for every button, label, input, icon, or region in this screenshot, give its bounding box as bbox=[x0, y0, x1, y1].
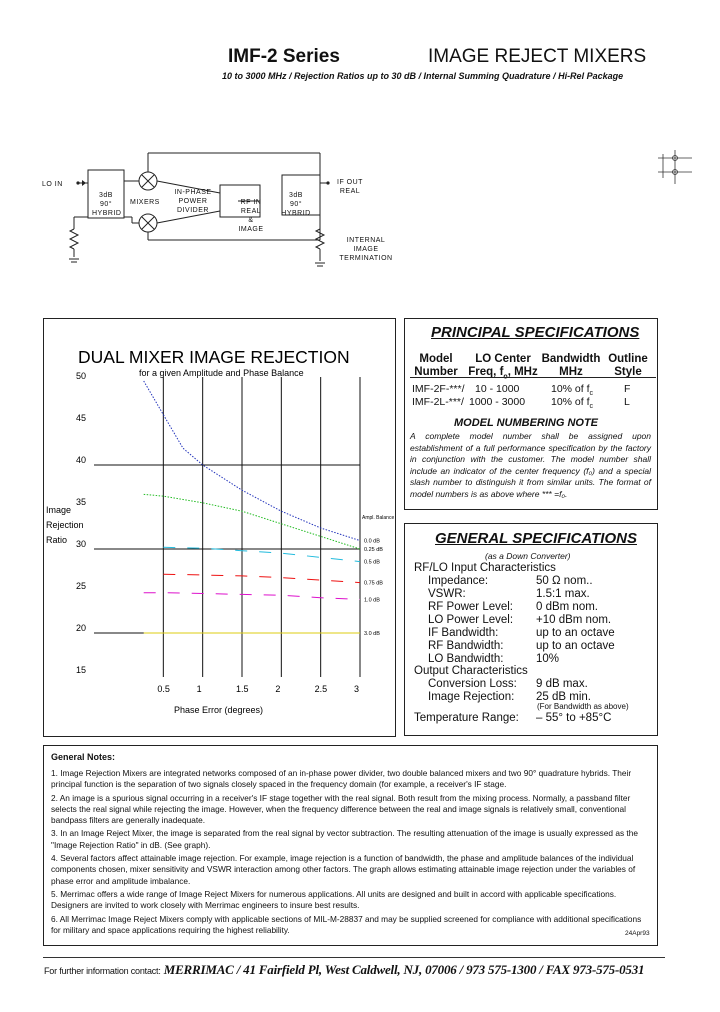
termination-line3: TERMINATION bbox=[339, 255, 393, 262]
row2-freq: 1000 - 3000 bbox=[469, 396, 526, 408]
spec-label: LO Power Level: bbox=[428, 614, 514, 626]
x-tick-label: 2 bbox=[275, 684, 281, 694]
row1-bw-text: 10% of f bbox=[551, 383, 590, 395]
note-item: 2. An image is a spurious signal occurring in a receiver's IF stage together with the real signal. Both result from the mixing process. Normally, a passband filter selects the real signal while rejecting the image. However, when the frequency difference between the real and image signals is relatively small, conventional bandpass filters are generally inadequate. bbox=[51, 792, 631, 826]
spec-value: up to an octave bbox=[536, 640, 615, 652]
divider-line2: POWER bbox=[178, 198, 208, 205]
col-freq-sub: o bbox=[503, 373, 508, 381]
chart-title: DUAL MIXER IMAGE REJECTION bbox=[78, 347, 350, 367]
left-hybrid-line1: 3dB bbox=[99, 192, 113, 199]
spec-value: up to an octave bbox=[536, 627, 615, 639]
spec-value: 9 dB max. bbox=[536, 678, 588, 690]
divider-label bbox=[168, 188, 218, 215]
spec-value: +10 dBm nom. bbox=[536, 614, 612, 626]
col-outline-line2: Style bbox=[614, 366, 642, 378]
section-rflo: RF/LO Input Characteristics bbox=[414, 562, 556, 574]
x-tick-label: 3 bbox=[354, 684, 360, 694]
if-out-line2: REAL bbox=[339, 188, 361, 195]
series-legend-label: 0.5 dB bbox=[364, 559, 380, 566]
spec-label: RF Power Level: bbox=[428, 601, 514, 613]
spec-value: 10% bbox=[536, 653, 560, 665]
row1-style: F bbox=[624, 383, 631, 395]
row2-bw-text: 10% of f bbox=[551, 396, 590, 408]
row2-style: L bbox=[624, 396, 630, 408]
if-out-label bbox=[332, 178, 368, 196]
rf-in-label bbox=[236, 198, 266, 234]
x-tick-label: 1.5 bbox=[236, 684, 249, 694]
principal-divider bbox=[410, 377, 656, 378]
chart-ylabel-2: Rejection bbox=[46, 520, 84, 530]
series-line bbox=[144, 494, 360, 549]
col-freq-unit: , MHz bbox=[507, 366, 538, 378]
x-tick-label: 0.5 bbox=[157, 684, 170, 694]
footer bbox=[44, 962, 644, 978]
y-tick-label: 45 bbox=[76, 413, 87, 423]
col-outline bbox=[603, 353, 653, 379]
left-hybrid-line2: 90° bbox=[99, 201, 113, 208]
row2-model: IMF-2L-***/ bbox=[412, 396, 464, 408]
footer-lead: For further information contact: bbox=[44, 966, 161, 976]
if-out-line1: IF OUT bbox=[337, 179, 363, 186]
col-bw-line1: Bandwidth bbox=[541, 353, 601, 365]
y-tick-label: 25 bbox=[76, 581, 87, 591]
note-item: 6. All Merrimac Image Reject Mixers comply with applicable sections of MIL-M-28837 and may be supplied screened for compliance with additional specifications for military and space applications requiring the highest reliability. bbox=[51, 913, 642, 935]
col-model-line1: Model bbox=[419, 353, 453, 365]
left-hybrid-label bbox=[92, 191, 120, 218]
rf-in-line2: REAL bbox=[240, 208, 262, 215]
section-output: Output Characteristics bbox=[414, 665, 528, 677]
note-item: 4. Several factors affect attainable image rejection. For example, image rejection is a function of bandwidth, the phase and amplitude balances of the individual components chosen, mixer sensitivity and VSWR interaction among other factors. The graph allows estimating attainable image rejection under the variables of phase error and amplitude imbalance. bbox=[51, 853, 636, 886]
termination-line2: IMAGE bbox=[353, 246, 379, 253]
y-tick-label: 35 bbox=[76, 497, 87, 507]
product-title: IMAGE REJECT MIXERS bbox=[428, 46, 647, 67]
col-model bbox=[410, 353, 462, 379]
right-hybrid-line1: 3dB bbox=[289, 192, 303, 199]
y-tick-label: 15 bbox=[76, 665, 87, 675]
series-legend-label: 1.0 dB bbox=[364, 597, 380, 604]
spec-value: 0 dBm nom. bbox=[536, 601, 598, 613]
note-item: 1. Image Rejection Mixers are integrated networks composed of an in-phase power divider, two double balanced mixers and two 90° quadrature hybrids. Their principal function is the separation of two signals closely spaced in the frequency domain (for example, a receiver's IF stage. bbox=[51, 768, 632, 790]
series-legend-label: 0.75 dB bbox=[364, 580, 383, 587]
legend-header: Ampl. Balance bbox=[362, 515, 394, 521]
series-line bbox=[144, 381, 360, 541]
spec-label: Conversion Loss: bbox=[428, 678, 517, 690]
col-model-line2: Number bbox=[414, 366, 458, 378]
divider-line1: IN-PHASE bbox=[174, 189, 212, 196]
row1-model: IMF-2F-***/ bbox=[412, 383, 465, 395]
row1-bw-sub: c bbox=[589, 390, 594, 398]
rf-in-line1: RF IN bbox=[240, 199, 262, 206]
right-hybrid-line3: HYBRID bbox=[281, 210, 311, 217]
temp-label: Temperature Range: bbox=[414, 712, 519, 724]
row2-bw-sub: c bbox=[589, 403, 594, 411]
notes-date: 24Apr93 bbox=[625, 930, 650, 937]
chart-subtitle: for a given Amplitude and Phase Balance bbox=[139, 368, 304, 378]
spec-label: LO Bandwidth: bbox=[428, 653, 504, 665]
note-item: 5. Merrimac offers a wide range of Image Reject Mixers for numerous applications. All units are designed and built in accord with applicable specifications. Designers are invited to work closely with Merrimac engineers to insure best results. bbox=[51, 888, 617, 911]
series-legend-label: 3.0 dB bbox=[364, 631, 380, 637]
temp-value: – 55° to +85°C bbox=[536, 712, 612, 724]
row1-freq: 10 - 1000 bbox=[475, 383, 520, 395]
notes-list bbox=[51, 768, 649, 938]
image-rejection-chart bbox=[44, 319, 394, 735]
y-tick-label: 20 bbox=[76, 623, 87, 633]
y-tick-label: 30 bbox=[76, 539, 87, 549]
chart-ylabel-1: Image bbox=[46, 505, 72, 515]
spec-label: Impedance: bbox=[428, 575, 489, 587]
right-hybrid-line2: 90° bbox=[289, 201, 303, 208]
notes-title: General Notes: bbox=[51, 752, 116, 762]
col-freq bbox=[466, 353, 540, 383]
general-title: GENERAL SPECIFICATIONS bbox=[435, 530, 637, 547]
chart-xlabel: Phase Error (degrees) bbox=[174, 705, 264, 715]
footer-contact: MERRIMAC / 41 Fairfield Pl, West Caldwell, NJ, 07006 / 973 575-1300 / FAX 973-575-0531 bbox=[163, 962, 645, 977]
divider-line3: DIVIDER bbox=[177, 207, 209, 214]
x-tick-label: 2.5 bbox=[314, 684, 328, 694]
termination-label bbox=[336, 236, 396, 263]
mixers-label: MIXERS bbox=[130, 199, 160, 206]
numbering-note-title: MODEL NUMBERING NOTE bbox=[454, 417, 599, 429]
rf-in-line4: IMAGE bbox=[238, 226, 264, 233]
general-subtitle: (as a Down Converter) bbox=[485, 551, 571, 561]
y-tick-label: 40 bbox=[76, 455, 87, 465]
series-line bbox=[144, 593, 360, 600]
subtitle: 10 to 3000 MHz / Rejection Ratios up to 30 dB / Internal Summing Quadrature / Hi-Rel Package bbox=[222, 71, 624, 81]
col-bandwidth bbox=[540, 353, 602, 379]
spec-value: 50 Ω nom.. bbox=[536, 575, 593, 587]
footer-rule bbox=[43, 957, 665, 958]
y-tick-label: 50 bbox=[76, 371, 87, 381]
lo-in-label: LO IN bbox=[42, 181, 63, 188]
col-freq-line2 bbox=[466, 366, 540, 383]
col-freq-text: Freq, f bbox=[468, 366, 504, 378]
col-bw-line2: MHz bbox=[559, 366, 583, 378]
series-legend-label: 0.25 dB bbox=[364, 547, 383, 553]
chart-ylabel-3: Ratio bbox=[46, 535, 68, 545]
spec-value: 1.5:1 max. bbox=[536, 588, 590, 600]
principal-title: PRINCIPAL SPECIFICATIONS bbox=[431, 324, 640, 341]
spec-label: RF Bandwidth: bbox=[428, 640, 504, 652]
series-line bbox=[163, 574, 360, 582]
pinout-sketch bbox=[655, 148, 695, 188]
left-hybrid-line3: HYBRID bbox=[92, 210, 122, 217]
col-freq-line1: LO Center bbox=[475, 353, 531, 365]
spec-label: Image Rejection: bbox=[428, 691, 515, 703]
bandwidth-note: (For Bandwidth as above) bbox=[537, 702, 629, 711]
series-title: IMF-2 Series bbox=[228, 46, 340, 67]
row2-bw bbox=[551, 396, 593, 413]
note-item: 3. In an Image Reject Mixer, the image is separated from the real signal by vector subtraction. The resulting attenuation of the image is usually expressed as the "Image Rejection Ratio" in dB. (See graph). bbox=[51, 828, 638, 850]
rf-in-line3: & bbox=[248, 217, 254, 224]
x-tick-label: 1 bbox=[196, 684, 202, 694]
termination-line1: INTERNAL bbox=[346, 237, 386, 244]
spec-value: 25 dB min. bbox=[536, 691, 591, 703]
spec-label: VSWR: bbox=[428, 588, 466, 600]
numbering-note-text: A complete model number shall be assigned upon establishment of a full performance specification by the factory in conjunction with the customer. The model number shall include an indicator of the center frequency (f₀) and a special slash number to distinguish it from similar units. The format of model numbers is as above where *** =f₀. bbox=[410, 431, 651, 499]
right-hybrid-label bbox=[281, 191, 311, 218]
series-legend-label: 0.0 dB bbox=[364, 538, 380, 545]
col-outline-line1: Outline bbox=[608, 353, 648, 365]
spec-label: IF Bandwidth: bbox=[428, 627, 499, 639]
